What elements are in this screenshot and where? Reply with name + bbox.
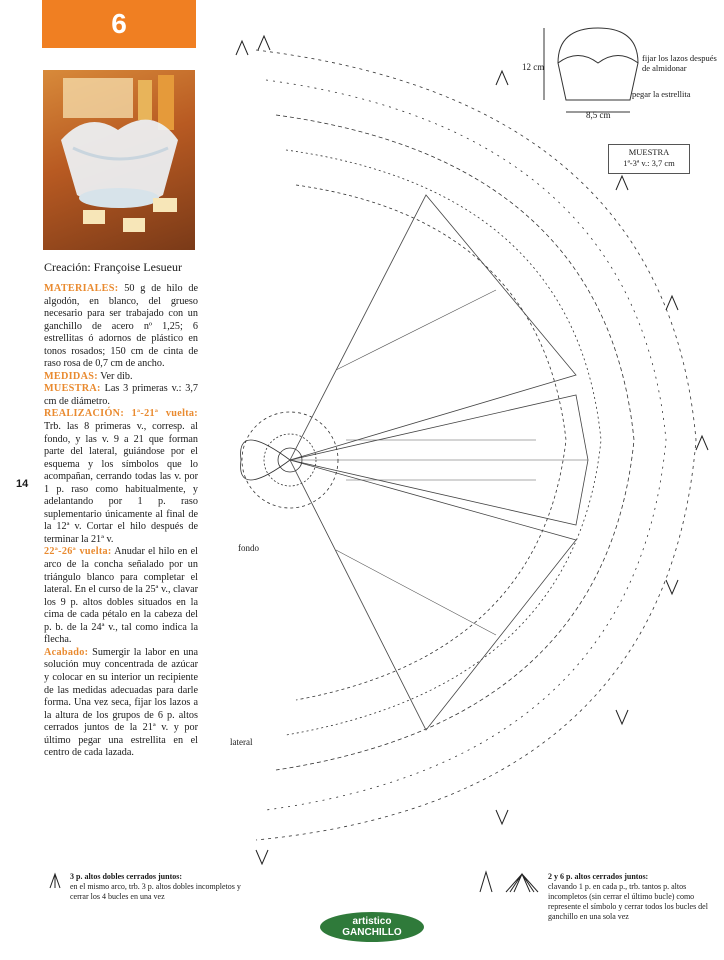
- muestra-label: MUESTRA:: [44, 383, 101, 395]
- muestra-box-value: 1ª-3ª v.: 3,7 cm: [623, 158, 675, 168]
- muestra-paragraph: [44, 383, 198, 408]
- fondo-label: fondo: [238, 543, 259, 553]
- vuelta22-text: Anudar el hilo en el arco de la concha señalado por un triángulo blanco para completar el lateral. En el curso de la 25ª v., clavar los 9 p. altos dobles situados en la cima de cada pétalo en la cabeza del p. b. de la 24ª v., tal como indica la flecha.: [44, 546, 198, 646]
- logo-line2: GANCHILLO: [342, 927, 402, 938]
- legend-right: [548, 872, 718, 922]
- legend-left-title: 3 p. altos dobles cerrados juntos:: [70, 872, 183, 881]
- bowl-photo: [43, 70, 195, 250]
- magazine-logo: [320, 912, 424, 942]
- legend-left-text: en el mismo arco, trb. 3 p. altos dobles incompletos y cerrar los 4 bucles en una vez: [70, 882, 241, 901]
- cluster-symbols-icon: [478, 870, 544, 894]
- materiales-paragraph: [44, 283, 198, 371]
- photo-illustration: [43, 70, 195, 250]
- acabado-label: Acabado:: [44, 646, 89, 658]
- realizacion-paragraph: [44, 408, 198, 546]
- instructions-text: [44, 283, 198, 760]
- materiales-label: MATERIALES:: [44, 283, 119, 294]
- pattern-number: 6: [111, 8, 127, 39]
- vuelta22-label: 22ª-26ª vuelta:: [44, 546, 112, 558]
- medidas-label: MEDIDAS:: [44, 370, 98, 382]
- muestra-text: Las 3 primeras v.: 3,7 cm de diámetro.: [44, 383, 198, 407]
- acabado-text: Sumergir la labor en una solución muy concentrada de azúcar y colocar en su interior un recipiente de las medidas adecuadas para darle forma. Una vez seca, fijar los lazos a la altura de los grupos de 6 p. altos cerrados juntos de la 21ª v. y por último pegar una estrellita en el centro de cada lazada.: [44, 646, 198, 759]
- muestra-box-title: MUESTRA: [628, 147, 670, 157]
- logo-line1: artistico: [352, 916, 392, 927]
- legend-right-title: 2 y 6 p. altos cerrados juntos:: [548, 872, 649, 881]
- realizacion-text: Trb. las 8 primeras v., corresp. al fondo, y las v. 9 a 21 que forman parte del lateral, guiándose por el esquema y los símbolos que lo acompañan, cerrando todas las v. por 1 p. raso como habitualmente, y adelantando por 1 p. raso suplementario únicamente al final de la 12ª v. Cortar el hilo después de terminar la 21ª v.: [44, 421, 198, 545]
- legend-right-text: clavando 1 p. en cada p., trb. tantos p. altos incompletos (sin cerrar el último bucle) como represente el símbolo y cerrar todos los bucles del ganchillo en una sola vez: [548, 882, 708, 921]
- muestra-box: [608, 144, 690, 174]
- page-number: 14: [16, 478, 29, 490]
- triple-treble-symbol-icon: [46, 872, 64, 890]
- realizacion-label: REALIZACIÓN: 1ª-21ª vuelta:: [44, 408, 198, 420]
- acabado-paragraph: [44, 647, 198, 760]
- vuelta22-paragraph: [44, 546, 198, 646]
- pegar-note: pegar la estrellita: [632, 89, 691, 99]
- author-credit: Creación: Françoise Lesueur: [44, 260, 182, 274]
- lateral-label: lateral: [230, 737, 253, 747]
- basket-width-label: 8,5 cm: [586, 110, 611, 120]
- pattern-number-tab: [42, 0, 196, 48]
- legend-left: [46, 872, 256, 902]
- medidas-paragraph: [44, 371, 198, 384]
- medidas-text: Ver dib.: [97, 370, 133, 382]
- fijar-note: fijar los lazos después de almidonar: [642, 53, 717, 73]
- materiales-text: 50 g de hilo de algodón, en blanco, del grueso necesario para ser trabajado con un ganchillo de acero nº 1,25; 6 estrellitas ó adornos de plástico en tonos rosados; 150 cm de cinta de raso rosa de 0,7 cm de ancho.: [44, 283, 198, 370]
- basket-height-label: 12 cm: [522, 62, 545, 72]
